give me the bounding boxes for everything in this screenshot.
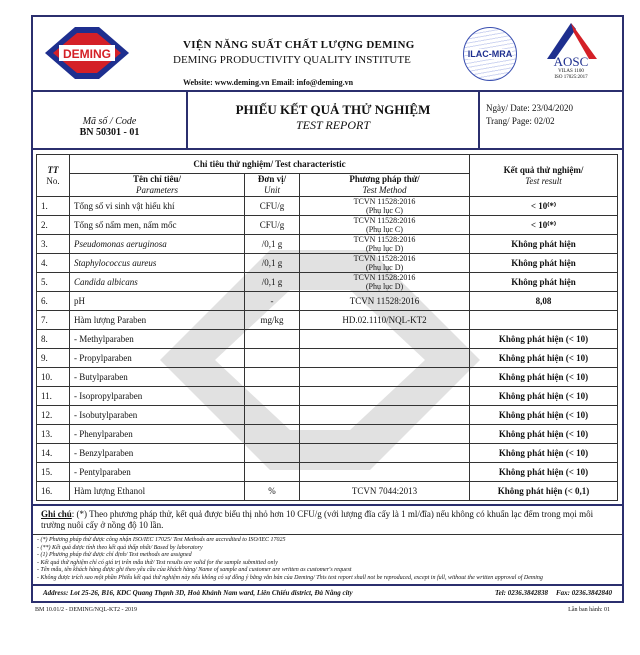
title-vn: PHIẾU KẾT QUẢ THỬ NGHIỆM (235, 102, 431, 117)
address: Address: Lot 25-26, B16, KDC Quang Thạnh 3D, Hoà Khánh Nam ward, Liên Chiểu district, Đà Nẵng city (43, 589, 353, 597)
method-annex: (Phụ lục C) (366, 225, 403, 234)
method-line: TCVN 11528:2016 (353, 235, 416, 244)
svg-text:DEMING: DEMING (63, 47, 111, 61)
col-unit-label: Đơn vị/ (257, 174, 287, 184)
row-no: 2. (37, 216, 70, 235)
row-result: Không phát hiện (470, 273, 618, 292)
table-row (37, 406, 618, 425)
row-no: 7. (37, 311, 70, 330)
row-no: 5. (37, 273, 70, 292)
note-label: Ghi chú (41, 509, 72, 519)
table-row (37, 444, 618, 463)
meta-box (480, 92, 622, 148)
row-result: Không phát hiện (< 10) (470, 330, 618, 349)
issue-number: Lần ban hành: 01 (568, 607, 610, 613)
col-result (470, 155, 618, 197)
row-param: Hàm lượng Ethanol (70, 482, 245, 501)
aosc-sub1: VILAS 1100 (558, 69, 584, 74)
row-method (300, 368, 470, 387)
method-line: TCVN 7044:2013 (351, 485, 418, 496)
row-result: Không phát hiện (< 10) (470, 406, 618, 425)
method-annex: (Phụ lục C) (366, 206, 403, 215)
row-result: Không phát hiện (470, 235, 618, 254)
row-no: 3. (37, 235, 70, 254)
row-method (300, 311, 470, 330)
row-unit: - (245, 292, 300, 311)
row-unit: CFU/g (245, 216, 300, 235)
row-method (300, 330, 470, 349)
row-unit (245, 406, 300, 425)
row-no: 1. (37, 197, 70, 216)
report-frame (31, 15, 624, 603)
row-param: - Isopropylparaben (70, 387, 245, 406)
method-line: HD.02.1110/NQL-KT2 (342, 314, 427, 325)
method-line: TCVN 11528:2016 (353, 254, 416, 263)
method-line: TCVN 11528:2016 (353, 216, 416, 225)
col-method (300, 174, 470, 197)
method-line: TCVN 11528:2016 (349, 295, 420, 306)
row-no: 11. (37, 387, 70, 406)
row-param: - Methylparaben (70, 330, 245, 349)
row-param: Staphylococcus aureus (70, 254, 245, 273)
row-method (300, 349, 470, 368)
table-row (37, 292, 618, 311)
col-method-label: Phương pháp thử/ (349, 174, 420, 184)
col-unit-label-en: Unit (263, 185, 280, 195)
row-param: Tổng số nấm men, nấm mốc (70, 216, 245, 235)
row-unit: CFU/g (245, 197, 300, 216)
deming-logo (37, 23, 137, 83)
ilac-mra-label: ILAC-MRA (467, 49, 513, 59)
method-annex: (Phụ lục D) (365, 263, 404, 272)
row-param: - Isobutylparaben (70, 406, 245, 425)
row-unit (245, 368, 300, 387)
col-tt-label: TT (47, 164, 59, 175)
col-param-label: Tên chỉ tiêu/ (132, 174, 181, 184)
row-method (300, 216, 470, 235)
row-param: Tổng số vi sinh vật hiếu khí (70, 197, 245, 216)
method-annex: (Phụ lục D) (365, 282, 404, 291)
row-unit (245, 330, 300, 349)
fax: Fax: 0236.3842840 (556, 589, 612, 597)
method-annex: (Phụ lục D) (365, 244, 404, 253)
row-method (300, 444, 470, 463)
footnote: - Không được trích sao một phần Phiếu kết quả thử nghiệm này nếu không có sự đồng ý bằng văn bản của Deming/ This test report shall not be reproduced, except in full, without the written approval of Deming (37, 574, 543, 581)
footnote: - (*) Phương pháp thử được công nhận ISO/IEC 17025/ Test Methods are accredited to ISO/IEC 17025 (37, 537, 286, 543)
row-result: Không phát hiện (< 10) (470, 368, 618, 387)
tel: Tel: 0236.3842838 (494, 589, 548, 597)
address-bar (33, 584, 622, 601)
row-result: Không phát hiện (< 10) (470, 387, 618, 406)
table-row (37, 330, 618, 349)
row-result: < 10⁽*⁾ (470, 197, 618, 216)
row-method (300, 425, 470, 444)
code-box (33, 92, 188, 148)
col-group: Chỉ tiêu thử nghiệm/ Test characteristic (70, 155, 470, 174)
table-row (37, 425, 618, 444)
row-unit: /0,1 g (245, 235, 300, 254)
footnotes (33, 534, 622, 584)
row-unit: % (245, 482, 300, 501)
title-en: TEST REPORT (295, 118, 371, 132)
table-row (37, 482, 618, 501)
row-no: 15. (37, 463, 70, 482)
table-row (37, 311, 618, 330)
row-method (300, 273, 470, 292)
row-no: 12. (37, 406, 70, 425)
table-row (37, 273, 618, 292)
col-param (70, 174, 245, 197)
row-unit: mg/kg (245, 311, 300, 330)
note (33, 504, 622, 534)
col-no-label: No. (46, 175, 60, 186)
title-row (33, 92, 622, 150)
row-no: 9. (37, 349, 70, 368)
institute-name-en: DEMING PRODUCTIVITY QUALITY INSTITUTE (173, 54, 411, 66)
method-line: TCVN 11528:2016 (353, 273, 416, 282)
row-no: 10. (37, 368, 70, 387)
row-method (300, 387, 470, 406)
row-param: - Phenylparaben (70, 425, 245, 444)
aosc-label: AOSC (553, 54, 589, 69)
footnote: - (**) Kết quả được tính theo kết quả thấp nhất/ Based by laboratory (37, 544, 203, 551)
institute-name-vn: VIỆN NĂNG SUẤT CHẤT LƯỢNG DEMING (183, 39, 415, 51)
row-param: - Butylparaben (70, 368, 245, 387)
doc-code: BM 10.01/2 - DEMING/NQL-KT2 - 2019 (35, 607, 137, 613)
table-row (37, 216, 618, 235)
row-method (300, 254, 470, 273)
footnote: - Kết quả thử nghiệm chỉ có giá trị trên mẫu thử/ Test results are valid for the sample submitted only (37, 559, 278, 566)
row-result: Không phát hiện (< 10) (470, 349, 618, 368)
footnote: - Tên mẫu, tên khách hàng được ghi theo yêu cầu của khách hàng/ Name of sample and customer are written as customer's request (37, 567, 352, 573)
row-result: < 10⁽*⁾ (470, 216, 618, 235)
code-value: BN 50301 - 01 (79, 127, 140, 138)
row-unit (245, 425, 300, 444)
row-unit (245, 349, 300, 368)
row-param: Hàm lượng Paraben (70, 311, 245, 330)
row-param: - Pentylparaben (70, 463, 245, 482)
row-result: Không phát hiện (< 10) (470, 444, 618, 463)
report-date: Ngày/ Date: 23/04/2020 (486, 103, 573, 113)
col-result-label: Kết quả thử nghiệm/ (503, 164, 584, 175)
website-email: Website: www.deming.vn Email: info@deming.vn (183, 78, 354, 87)
ilac-mra-logo (463, 27, 517, 81)
aosc-logo-block (533, 21, 609, 81)
row-param: Pseudomonas aeruginosa (70, 235, 245, 254)
col-method-label-en: Test Method (362, 185, 407, 195)
row-result (470, 311, 618, 330)
row-no: 6. (37, 292, 70, 311)
row-no: 13. (37, 425, 70, 444)
col-result-label-en: Test result (525, 175, 562, 186)
row-method (300, 463, 470, 482)
row-result: Không phát hiện (< 10) (470, 425, 618, 444)
row-no: 8. (37, 330, 70, 349)
row-method (300, 406, 470, 425)
row-param: pH (70, 292, 245, 311)
table-row (37, 387, 618, 406)
table-row (37, 235, 618, 254)
row-result: Không phát hiện (< 0,1) (470, 482, 618, 501)
footnote: - (1) Phương pháp thử được chỉ định/ Test methods are assigned (37, 552, 192, 558)
bottom-line (35, 606, 610, 614)
results-table (36, 154, 618, 501)
row-unit (245, 444, 300, 463)
table-row (37, 254, 618, 273)
row-param: - Propylparaben (70, 349, 245, 368)
code-label: Mã số / Code (82, 116, 137, 127)
row-method (300, 292, 470, 311)
col-tt (37, 155, 70, 197)
table-row (37, 197, 618, 216)
row-unit: /0,1 g (245, 254, 300, 273)
row-no: 4. (37, 254, 70, 273)
row-param: Candida albicans (70, 273, 245, 292)
row-result: 8,08 (470, 292, 618, 311)
table-row (37, 463, 618, 482)
title-box (188, 92, 480, 148)
table-row (37, 349, 618, 368)
row-no: 14. (37, 444, 70, 463)
col-param-label-en: Parameters (136, 185, 178, 195)
method-line: TCVN 11528:2016 (353, 197, 416, 206)
row-method (300, 197, 470, 216)
row-unit: /0,1 g (245, 273, 300, 292)
report-header (33, 17, 622, 92)
row-method (300, 235, 470, 254)
note-text: : (*) Theo phương pháp thử, kết quả được biểu thị nhỏ hơn 10 CFU/g (với lượng đĩa cấy là 1 ml/đĩa) nếu không có khuẩn lạc đếm trong mọi môi trường nuôi cấy ở nồng độ 10 lần. (41, 509, 594, 530)
row-result: Không phát hiện (< 10) (470, 463, 618, 482)
table-row (37, 368, 618, 387)
row-unit (245, 387, 300, 406)
row-unit (245, 463, 300, 482)
row-param: - Benzylparaben (70, 444, 245, 463)
row-method (300, 482, 470, 501)
aosc-sub2: ISO 17025:2017 (554, 75, 588, 80)
row-no: 16. (37, 482, 70, 501)
row-result: Không phát hiện (470, 254, 618, 273)
page-number: Trang/ Page: 02/02 (486, 116, 555, 126)
col-unit (245, 174, 300, 197)
